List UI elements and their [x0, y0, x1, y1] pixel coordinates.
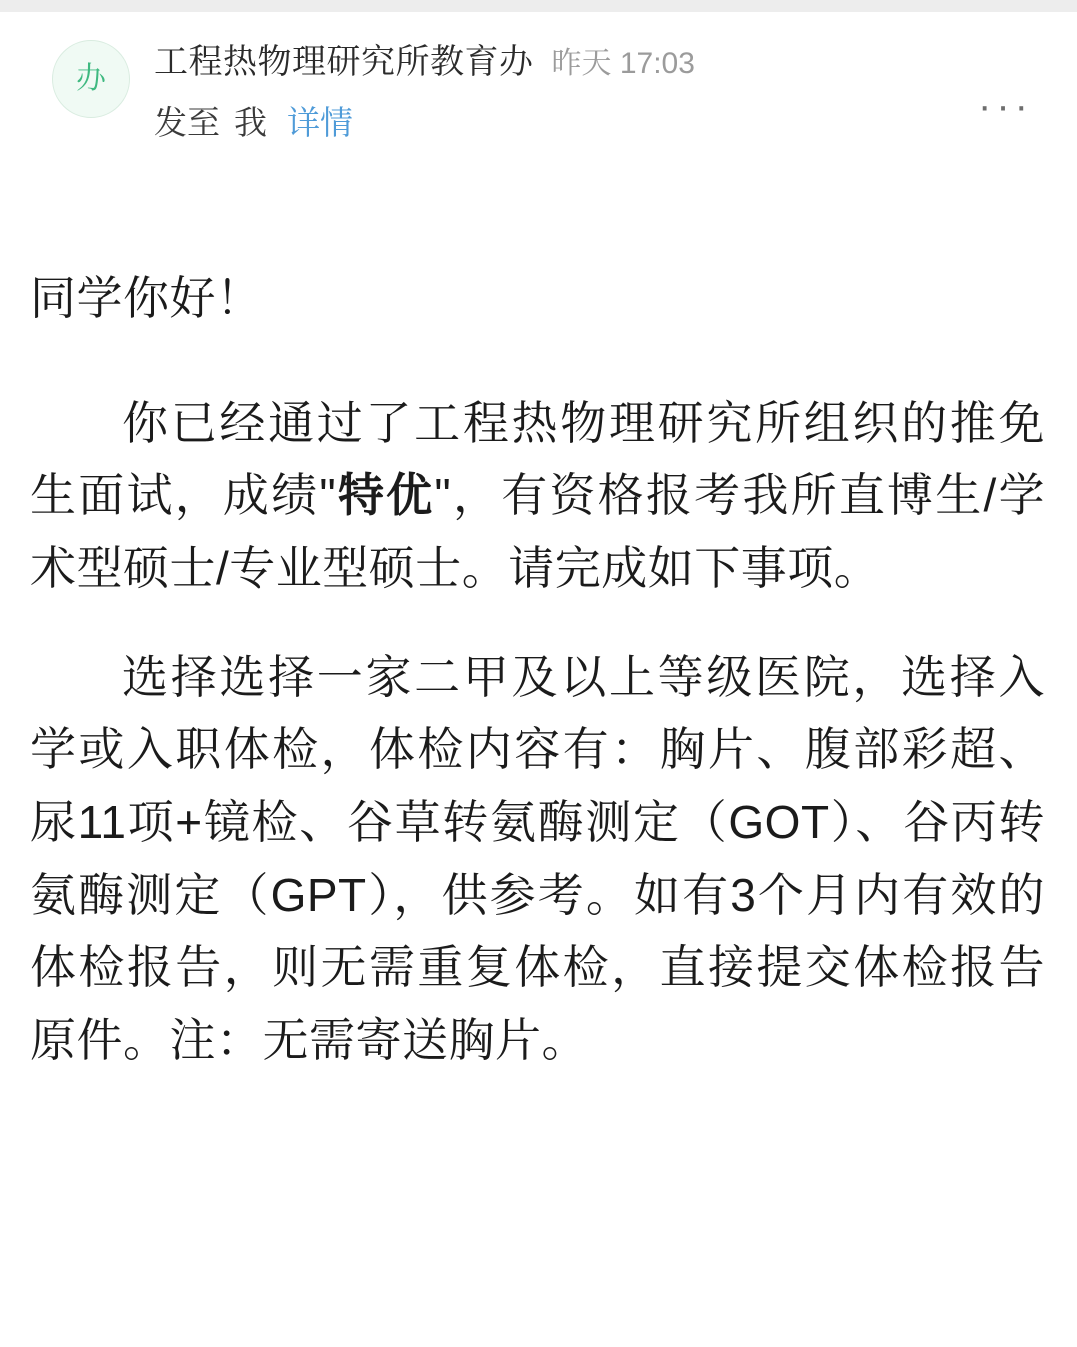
paragraph-medical-exam: 选择选择一家二甲及以上等级医院，选择入学或入职体检，体检内容有：胸片、腹部彩超、尿11项+镜检、谷草转氨酶测定（GOT）、谷丙转氨酶测定（GPT），供参考。如有3个月内有效的体检报告，则无需重复体检，直接提交体检报告原件。注：无需寄送胸片。	[30, 650, 1045, 1067]
paragraph-interview-result	[30, 387, 1045, 605]
recipient-line	[154, 97, 1047, 144]
status-bar-strip	[0, 0, 1077, 12]
paragraph-1-part-2: "，有资格报考我所直博生/学术型硕士/专业型硕士。请完成如下事项。	[30, 469, 1046, 595]
sender-name: 工程热物理研究所教育办	[154, 43, 534, 81]
sender-line	[154, 34, 1047, 83]
timestamp: 昨天 17:03	[551, 47, 695, 80]
message-body	[0, 262, 1077, 1077]
paragraph-1-part-1: 你已经通过了工程热物理研究所组织的推免生面试，成绩"	[30, 396, 1045, 522]
avatar[interactable]	[52, 40, 130, 118]
sent-to-label: 发至	[154, 104, 220, 141]
grade-emphasis: 特优	[336, 469, 435, 522]
sent-to-target: 我	[234, 104, 267, 141]
message-detail-page	[0, 12, 1077, 1077]
more-options-icon[interactable]: ···	[978, 84, 1033, 128]
message-header	[0, 12, 1077, 144]
greeting-paragraph: 同学你好！	[30, 272, 263, 324]
office-avatar-icon: 办	[76, 62, 106, 95]
header-text-block	[154, 34, 1047, 144]
detail-link[interactable]: 详情	[287, 104, 353, 141]
